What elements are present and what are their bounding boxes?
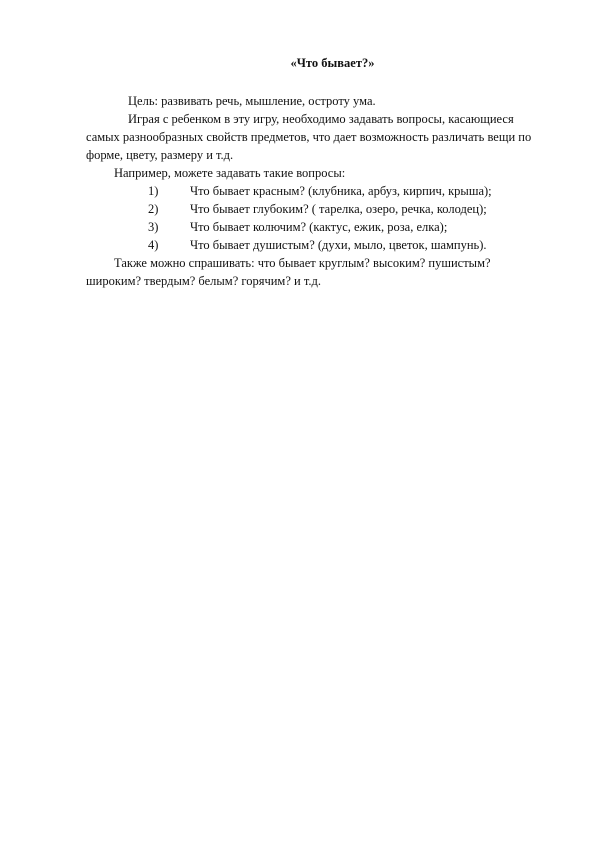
- list-item-number: 4): [148, 238, 159, 252]
- list-item-text: Что бывает колючим? (кактус, ежик, роза, елка);: [190, 220, 448, 234]
- example-paragraph: Например, можете задавать такие вопросы:: [114, 166, 346, 180]
- list-item-number: 2): [148, 202, 159, 216]
- intro-paragraph: Играя с ребенком в эту игру, необходимо задавать вопросы, касающиеся самых разнообразных свойств предметов, что дает возможность различать вещи по форме, цвету, размеру и т.д.: [86, 112, 532, 162]
- list-item: [86, 182, 546, 200]
- also-paragraph: Также можно спрашивать: что бывает круглым? высоким? пушистым? широким? твердым? белым? горячим? и т.д.: [86, 256, 491, 288]
- questions-list: [86, 182, 546, 254]
- list-item-text: Что бывает красным? (клубника, арбуз, кирпич, крыша);: [190, 184, 492, 198]
- list-item-number: 1): [148, 184, 159, 198]
- list-item: [86, 200, 546, 218]
- list-item-text: Что бывает душистым? (духи, мыло, цветок, шампунь).: [190, 238, 487, 252]
- list-item: [86, 236, 546, 254]
- list-item: [86, 218, 546, 236]
- document-body: [86, 92, 546, 290]
- document-title: «Что бывает?»: [290, 56, 375, 70]
- list-item-number: 3): [148, 220, 159, 234]
- list-item-text: Что бывает глубоким? ( тарелка, озеро, речка, колодец);: [190, 202, 487, 216]
- goal-paragraph: Цель: развивать речь, мышление, остроту ума.: [128, 94, 376, 108]
